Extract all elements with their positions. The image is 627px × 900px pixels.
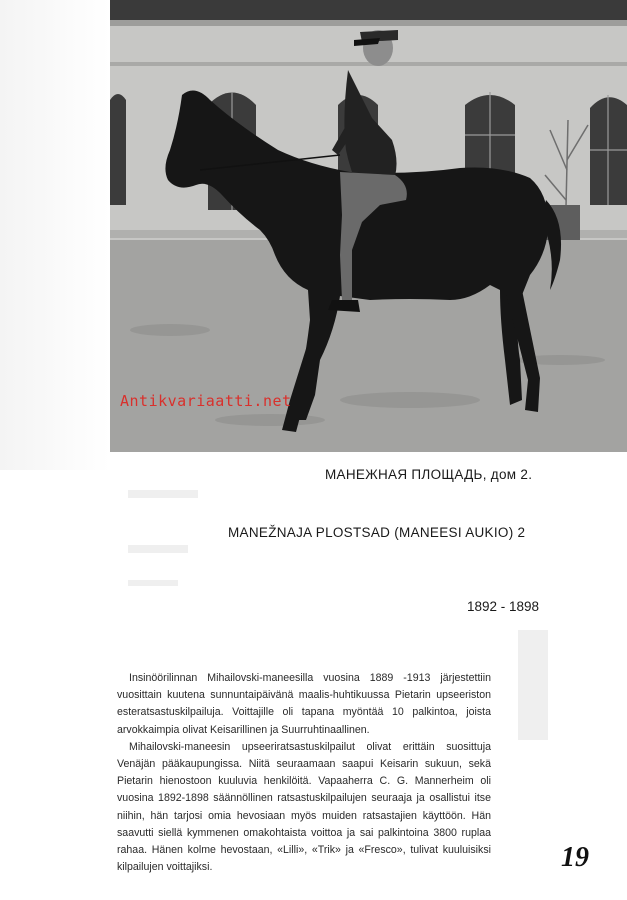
paragraph-2: Mihailovski-maneesin upseeriratsastuskilpailut olivat erittäin suosittuja Venäjän pääkaupungissa. Niitä seuraamaan saapui Keisarin sukuun, sekä Pietarin hienostoon kuuluvia henkilöitä. Vapaaherra C. G. Mannerheim oli vuosina 1892-1898 säännöllinen ratsastuskilpailujen seuraaja ja osallistui itse niihin, hän tarjosi omia hevosiaan myös muiden ratsastajien käyttöön. Hän saavutti siellä kymmenen omakohtaista voittoa ja sai palkintoina 3800 ruplaa rahaa. Hänen kolme hevostaan, «Lilli», «Trik» ja «Fresco», tulivat kuuluisiksi kilpailujen voittajiksi. <box>117 740 491 874</box>
roof-edge <box>110 0 627 20</box>
page-margin <box>0 0 110 470</box>
historical-photo <box>110 0 627 452</box>
watermark: Antikvariaatti.net <box>120 392 292 410</box>
years-caption: 1892 - 1898 <box>467 599 540 614</box>
body-text <box>117 670 491 876</box>
paragraph-1: Insinöörilinnan Mihailovski-maneesilla vuosina 1889 -1913 järjestettiin vuosittain kuutena sunnuntaipäivänä maalis-huhtikuussa Pietarin upseeriston esteratsastuskilpailuja. Voittajille oli tapana myöntää 10 palkintoa, joista arvokkaimpia olivat Keisarillinen ja Suurruhtinaallinen. <box>117 672 491 736</box>
page-number: 19 <box>561 842 589 873</box>
horse-rider-photo <box>110 0 627 452</box>
latin-address-caption: MANEŽNAJA PLOSTSAD (MANEESI AUKIO) 2 <box>228 525 526 540</box>
russian-address-caption: МАНЕЖНАЯ ПЛОЩАДЬ, дом 2. <box>325 467 533 482</box>
